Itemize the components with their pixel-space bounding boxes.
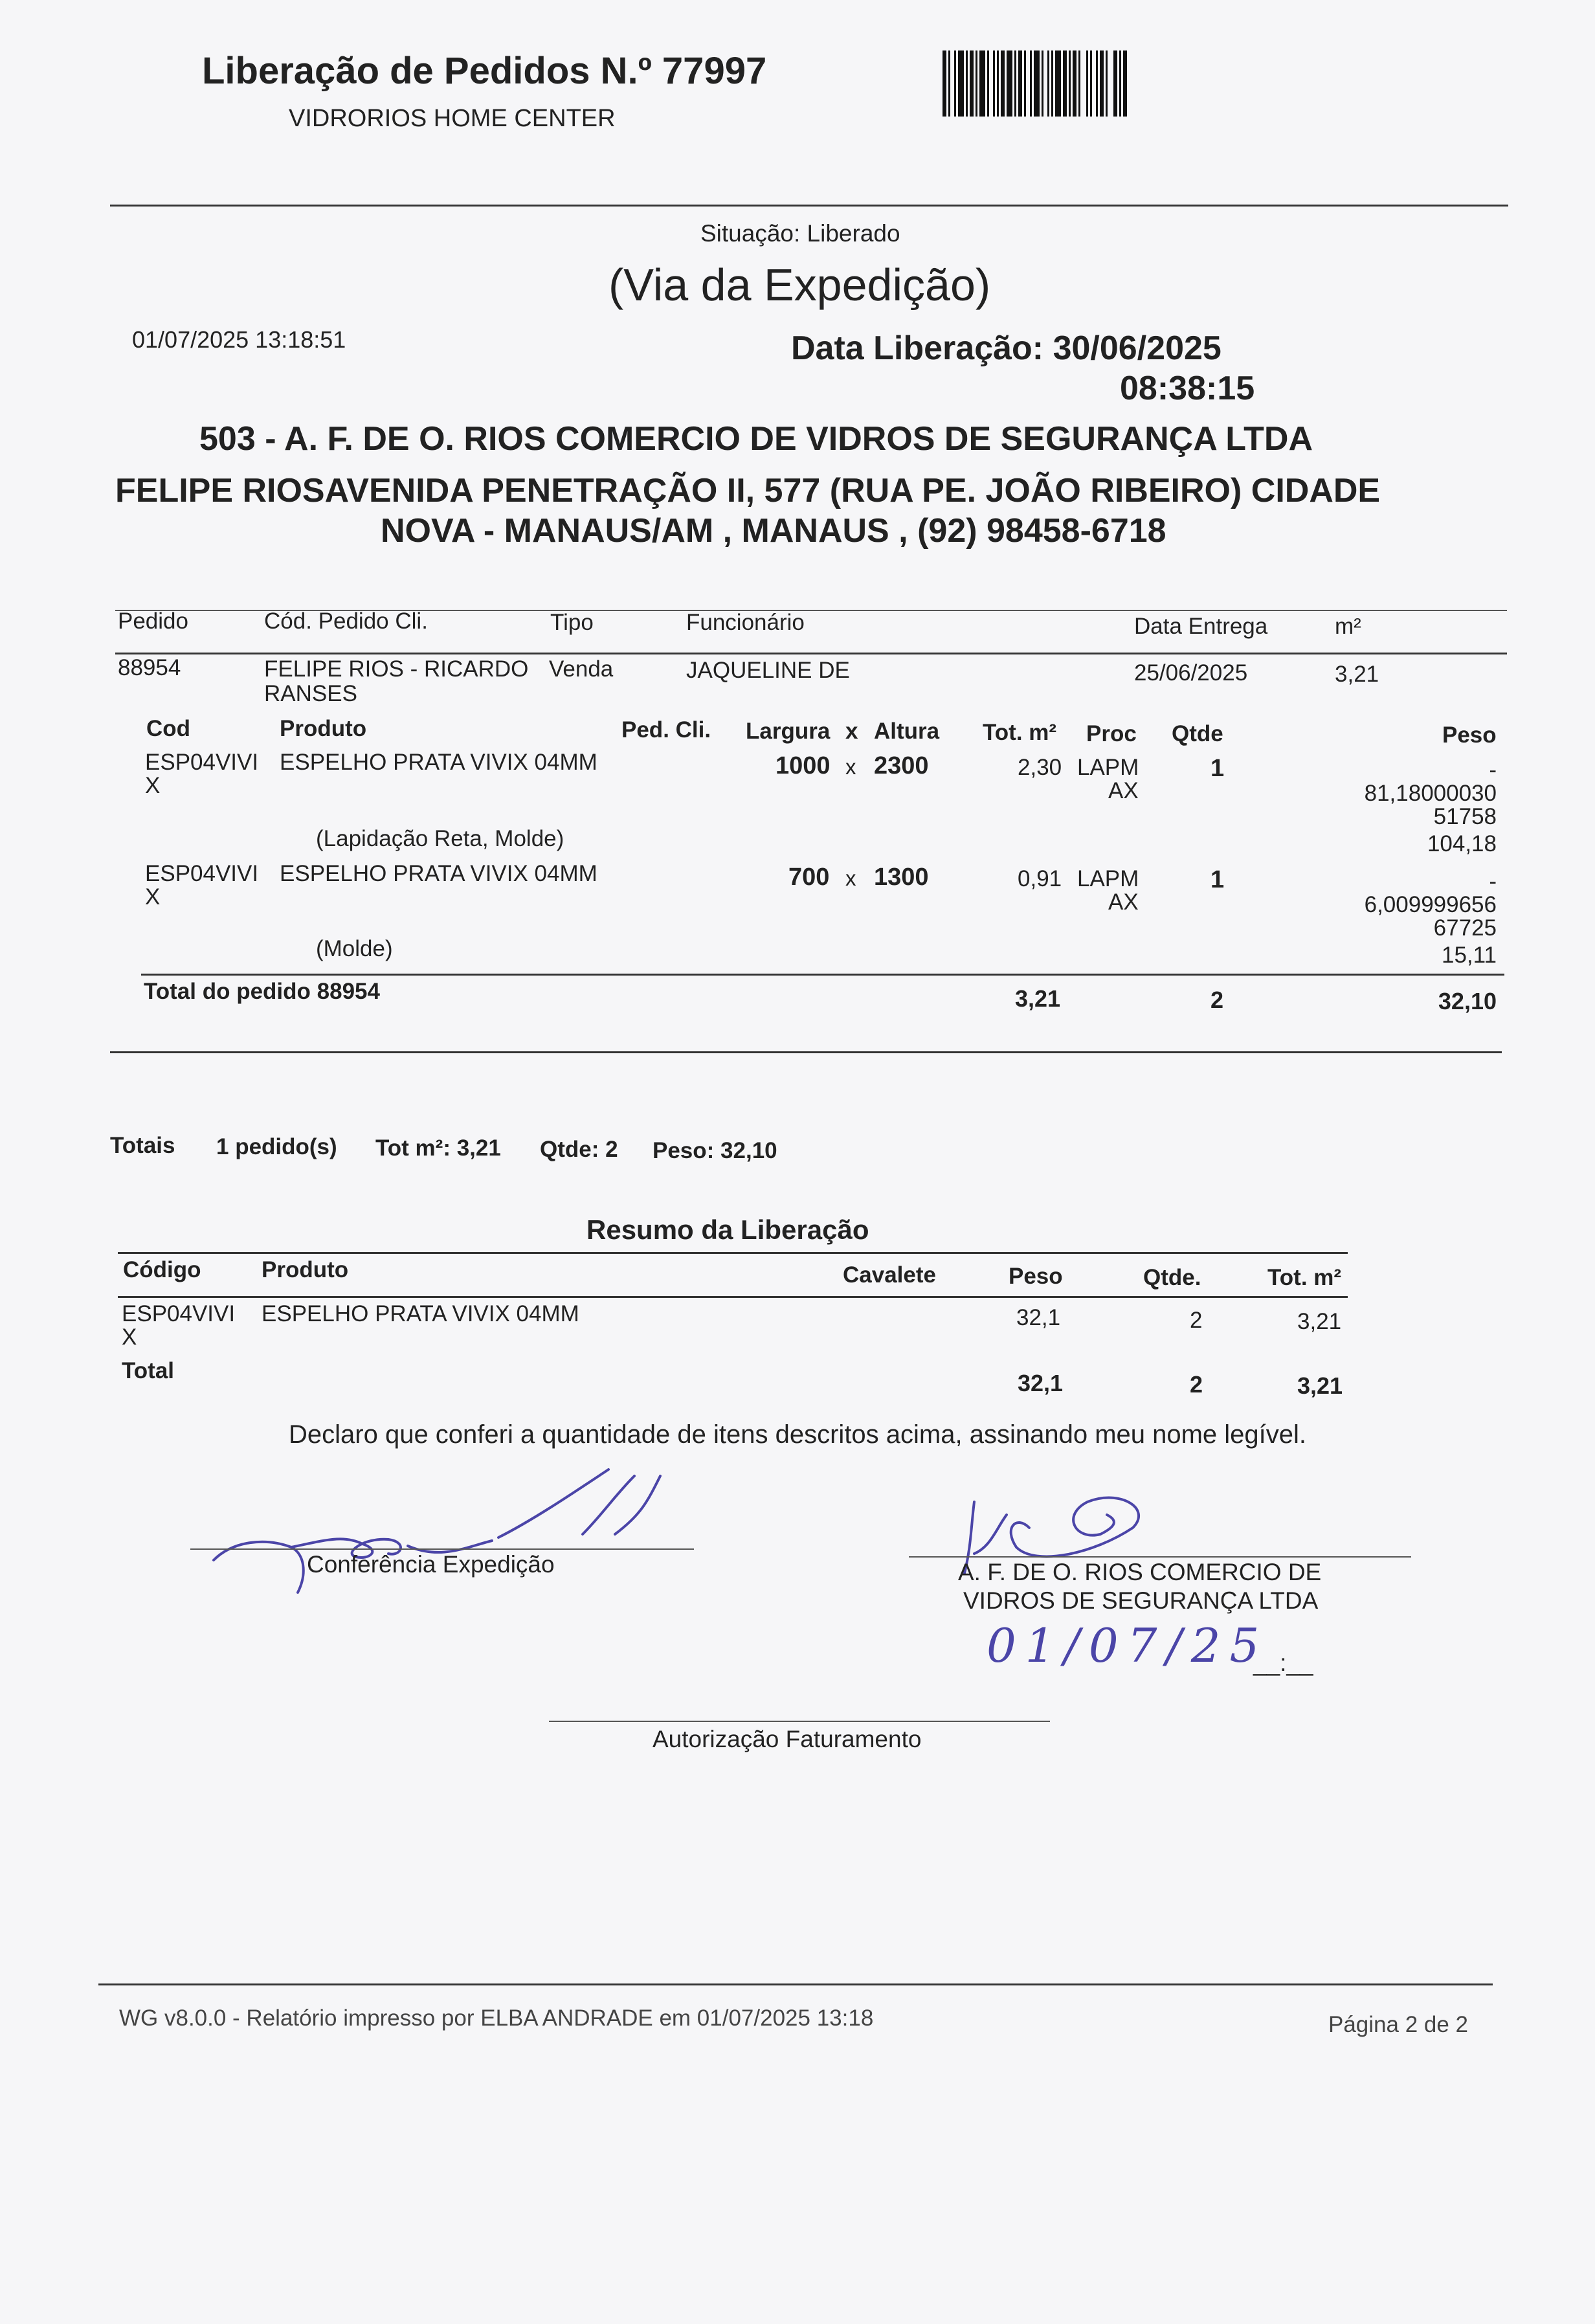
- item1-peso-line1: -: [1489, 757, 1497, 783]
- item1-cod-line2: X: [145, 773, 161, 798]
- col-pedido: Pedido: [118, 609, 188, 634]
- declaration-text: Declaro que conferi a quantidade de itens descritos acima, assinando meu nome legível.: [289, 1420, 1307, 1449]
- billing-signature-line: [549, 1721, 1050, 1722]
- summary-top-rule: [118, 1252, 1348, 1254]
- items-col-qtde: Qtde: [1172, 721, 1223, 746]
- order-total-peso: 32,10: [1438, 988, 1497, 1014]
- barcode-bar: [1096, 50, 1098, 117]
- item2-cod-line1: ESP04VIVI: [145, 861, 259, 886]
- item1-qtde: 1: [1210, 755, 1225, 782]
- item2-largura: 700: [788, 864, 830, 891]
- release-time: 08:38:15: [1120, 370, 1255, 407]
- summary-col-tot-m2: Tot. m²: [1267, 1265, 1342, 1290]
- barcode-bar: [1069, 50, 1071, 117]
- barcode-bar: [993, 50, 995, 117]
- barcode-bar: [942, 50, 946, 117]
- page-number: Página 2 de 2: [1328, 2012, 1469, 2037]
- item2-proc-line2: AX: [1108, 889, 1139, 915]
- items-col-largura: Largura: [746, 719, 831, 744]
- barcode-bar: [1047, 50, 1049, 117]
- items-col-ped-cli: Ped. Cli.: [621, 717, 711, 743]
- item2-qtde: 1: [1210, 866, 1225, 893]
- item1-peso-total: 104,18: [1427, 831, 1497, 856]
- items-col-cod: Cod: [146, 716, 191, 741]
- status-text: Situação: Liberado: [700, 220, 900, 247]
- summary-codigo-line2: X: [122, 1324, 137, 1350]
- col-funcionario: Funcionário: [686, 610, 805, 635]
- copy-type: (Via da Expedição): [608, 260, 991, 310]
- totals-qtde: Qtde: 2: [540, 1137, 618, 1162]
- item1-proc-line1: LAPM: [1077, 755, 1139, 780]
- barcode-bar: [997, 50, 999, 117]
- item1-largura: 1000: [775, 752, 831, 779]
- order-tipo: Venda: [549, 656, 614, 682]
- item2-note: (Molde): [316, 936, 393, 961]
- client-name: 503 - A. F. DE O. RIOS COMERCIO DE VIDROS DE SEGURANÇA LTDA: [199, 420, 1313, 458]
- barcode-bar: [976, 50, 977, 117]
- summary-tot-m2: 3,21: [1297, 1309, 1342, 1334]
- totals-m2: Tot m²: 3,21: [375, 1135, 501, 1161]
- col-cod-cli: Cód. Pedido Cli.: [264, 609, 428, 634]
- summary-produto: ESPELHO PRATA VIVIX 04MM: [262, 1301, 579, 1326]
- time-blank: __:__: [1253, 1649, 1313, 1676]
- col-m2: m²: [1335, 614, 1361, 639]
- barcode-bar: [1063, 50, 1067, 117]
- item1-note: (Lapidação Reta, Molde): [316, 826, 564, 851]
- barcode-bar: [1030, 50, 1032, 117]
- release-date: Data Liberação: 30/06/2025: [791, 330, 1221, 367]
- items-col-x: x: [845, 719, 858, 744]
- handwritten-date: 01/07/25: [987, 1618, 1269, 1673]
- barcode-bar: [948, 50, 950, 117]
- order-m2: 3,21: [1335, 662, 1379, 687]
- barcode-bar: [1106, 50, 1108, 117]
- client-company-line2: VIDROS DE SEGURANÇA LTDA: [963, 1587, 1319, 1614]
- order-cod-cli-line2: RANSES: [264, 681, 357, 706]
- item1-altura: 2300: [874, 752, 929, 779]
- col-tipo: Tipo: [550, 610, 594, 635]
- item1-peso-line3: 51758: [1433, 804, 1497, 829]
- items-col-tot-m2: Tot. m²: [983, 720, 1057, 745]
- item2-produto: ESPELHO PRATA VIVIX 04MM: [280, 861, 597, 886]
- order-total-label: Total do pedido 88954: [144, 979, 380, 1004]
- items-col-altura: Altura: [874, 719, 940, 744]
- barcode-bar: [1024, 50, 1026, 117]
- client-address-line1: FELIPE RIOSAVENIDA PENETRAÇÃO II, 577 (RUA PE. JOÃO RIBEIRO) CIDADE: [115, 472, 1381, 509]
- summary-col-qtde: Qtde.: [1143, 1265, 1201, 1290]
- barcode-bar: [1007, 50, 1012, 117]
- client-address-line2: NOVA - MANAUS/AM , MANAUS , (92) 98458-6718: [381, 512, 1166, 550]
- summary-col-cavalete: Cavalete: [843, 1262, 936, 1288]
- footer-rule: [98, 1983, 1493, 1985]
- summary-qtde: 2: [1190, 1308, 1203, 1333]
- item1-cod-line1: ESP04VIVI: [145, 750, 259, 775]
- barcode-bar: [954, 50, 956, 117]
- summary-col-produto: Produto: [262, 1257, 349, 1282]
- barcode-bar: [1073, 50, 1076, 117]
- barcode-bar: [970, 50, 974, 117]
- barcode-bar: [1001, 50, 1005, 117]
- expedition-signature-label: Conferência Expedição: [307, 1551, 555, 1578]
- totals-peso: Peso: 32,10: [652, 1138, 777, 1163]
- barcode-bar: [1034, 50, 1040, 117]
- summary-title: Resumo da Liberação: [586, 1214, 869, 1245]
- items-col-proc: Proc: [1086, 721, 1137, 746]
- item1-peso-line2: 81,18000030: [1364, 781, 1497, 806]
- report-info: WG v8.0.0 - Relatório impresso por ELBA ANDRADE em 01/07/2025 13:18: [119, 2006, 874, 2031]
- order-pedido: 88954: [118, 655, 181, 680]
- summary-total-tot-m2: 3,21: [1297, 1372, 1343, 1399]
- barcode-bar: [1051, 50, 1053, 117]
- billing-signature-label: Autorização Faturamento: [652, 1726, 922, 1752]
- order-total-m2: 3,21: [1015, 985, 1061, 1012]
- order-table-header-rule: [115, 653, 1507, 654]
- item2-peso-total: 15,11: [1442, 943, 1497, 968]
- item2-proc-line1: LAPM: [1077, 866, 1139, 891]
- summary-codigo-line1: ESP04VIVI: [122, 1301, 236, 1326]
- barcode-bar: [1086, 50, 1088, 117]
- item1-proc-line2: AX: [1108, 778, 1139, 803]
- barcode: [942, 50, 1187, 117]
- item2-altura: 1300: [874, 864, 929, 891]
- summary-header-rule: [118, 1296, 1348, 1298]
- barcode-bar: [1055, 50, 1061, 117]
- item2-x: x: [845, 866, 856, 890]
- items-col-peso: Peso: [1442, 722, 1497, 748]
- items-col-produto: Produto: [280, 716, 367, 741]
- company-name: VIDRORIOS HOME CENTER: [289, 105, 616, 132]
- summary-total-qtde: 2: [1190, 1371, 1203, 1398]
- summary-col-peso: Peso: [1009, 1264, 1063, 1289]
- barcode-bar: [966, 50, 968, 117]
- item2-peso-line2: 6,009999656: [1364, 892, 1497, 917]
- barcode-bar: [958, 50, 964, 117]
- client-signature-line: [909, 1556, 1411, 1558]
- item1-tot-m2: 2,30: [1018, 755, 1062, 780]
- col-data-entrega: Data Entrega: [1134, 614, 1268, 639]
- barcode-bar: [1100, 50, 1104, 117]
- order-cod-cli-line1: FELIPE RIOS - RICARDO: [264, 656, 529, 682]
- item1-produto: ESPELHO PRATA VIVIX 04MM: [280, 750, 597, 775]
- document-title: Liberação de Pedidos N.º 77997: [202, 50, 767, 92]
- order-data-entrega: 25/06/2025: [1134, 660, 1248, 686]
- item2-peso-line3: 67725: [1433, 915, 1497, 941]
- item2-peso-line1: -: [1489, 869, 1497, 894]
- barcode-bar: [1113, 50, 1117, 117]
- barcode-bar: [1014, 50, 1016, 117]
- order-section-bottom-rule: [110, 1051, 1502, 1053]
- totals-pedidos: 1 pedido(s): [216, 1134, 337, 1159]
- barcode-bar: [1042, 50, 1043, 117]
- barcode-bar: [1078, 50, 1080, 117]
- summary-col-codigo: Código: [123, 1257, 201, 1282]
- item2-tot-m2: 0,91: [1018, 866, 1062, 891]
- barcode-bar: [1119, 50, 1121, 117]
- client-company-line1: A. F. DE O. RIOS COMERCIO DE: [958, 1559, 1322, 1585]
- printed-datetime: 01/07/2025 13:18:51: [132, 326, 346, 353]
- order-total-qtde: 2: [1210, 987, 1224, 1013]
- summary-total-label: Total: [122, 1358, 175, 1383]
- barcode-bar: [979, 50, 985, 117]
- barcode-bar: [1090, 50, 1092, 117]
- item1-x: x: [845, 755, 856, 779]
- summary-total-peso: 32,1: [1018, 1370, 1064, 1396]
- summary-peso: 32,1: [1016, 1305, 1061, 1330]
- header-divider: [110, 205, 1508, 207]
- totals-label: Totais: [110, 1133, 175, 1158]
- items-total-rule: [141, 974, 1504, 976]
- order-funcionario: JAQUELINE DE: [686, 658, 850, 683]
- expedition-signature-line: [190, 1548, 694, 1550]
- barcode-bar: [987, 50, 989, 117]
- barcode-bar: [1123, 50, 1127, 117]
- item2-cod-line2: X: [145, 884, 161, 910]
- barcode-bar: [1018, 50, 1022, 117]
